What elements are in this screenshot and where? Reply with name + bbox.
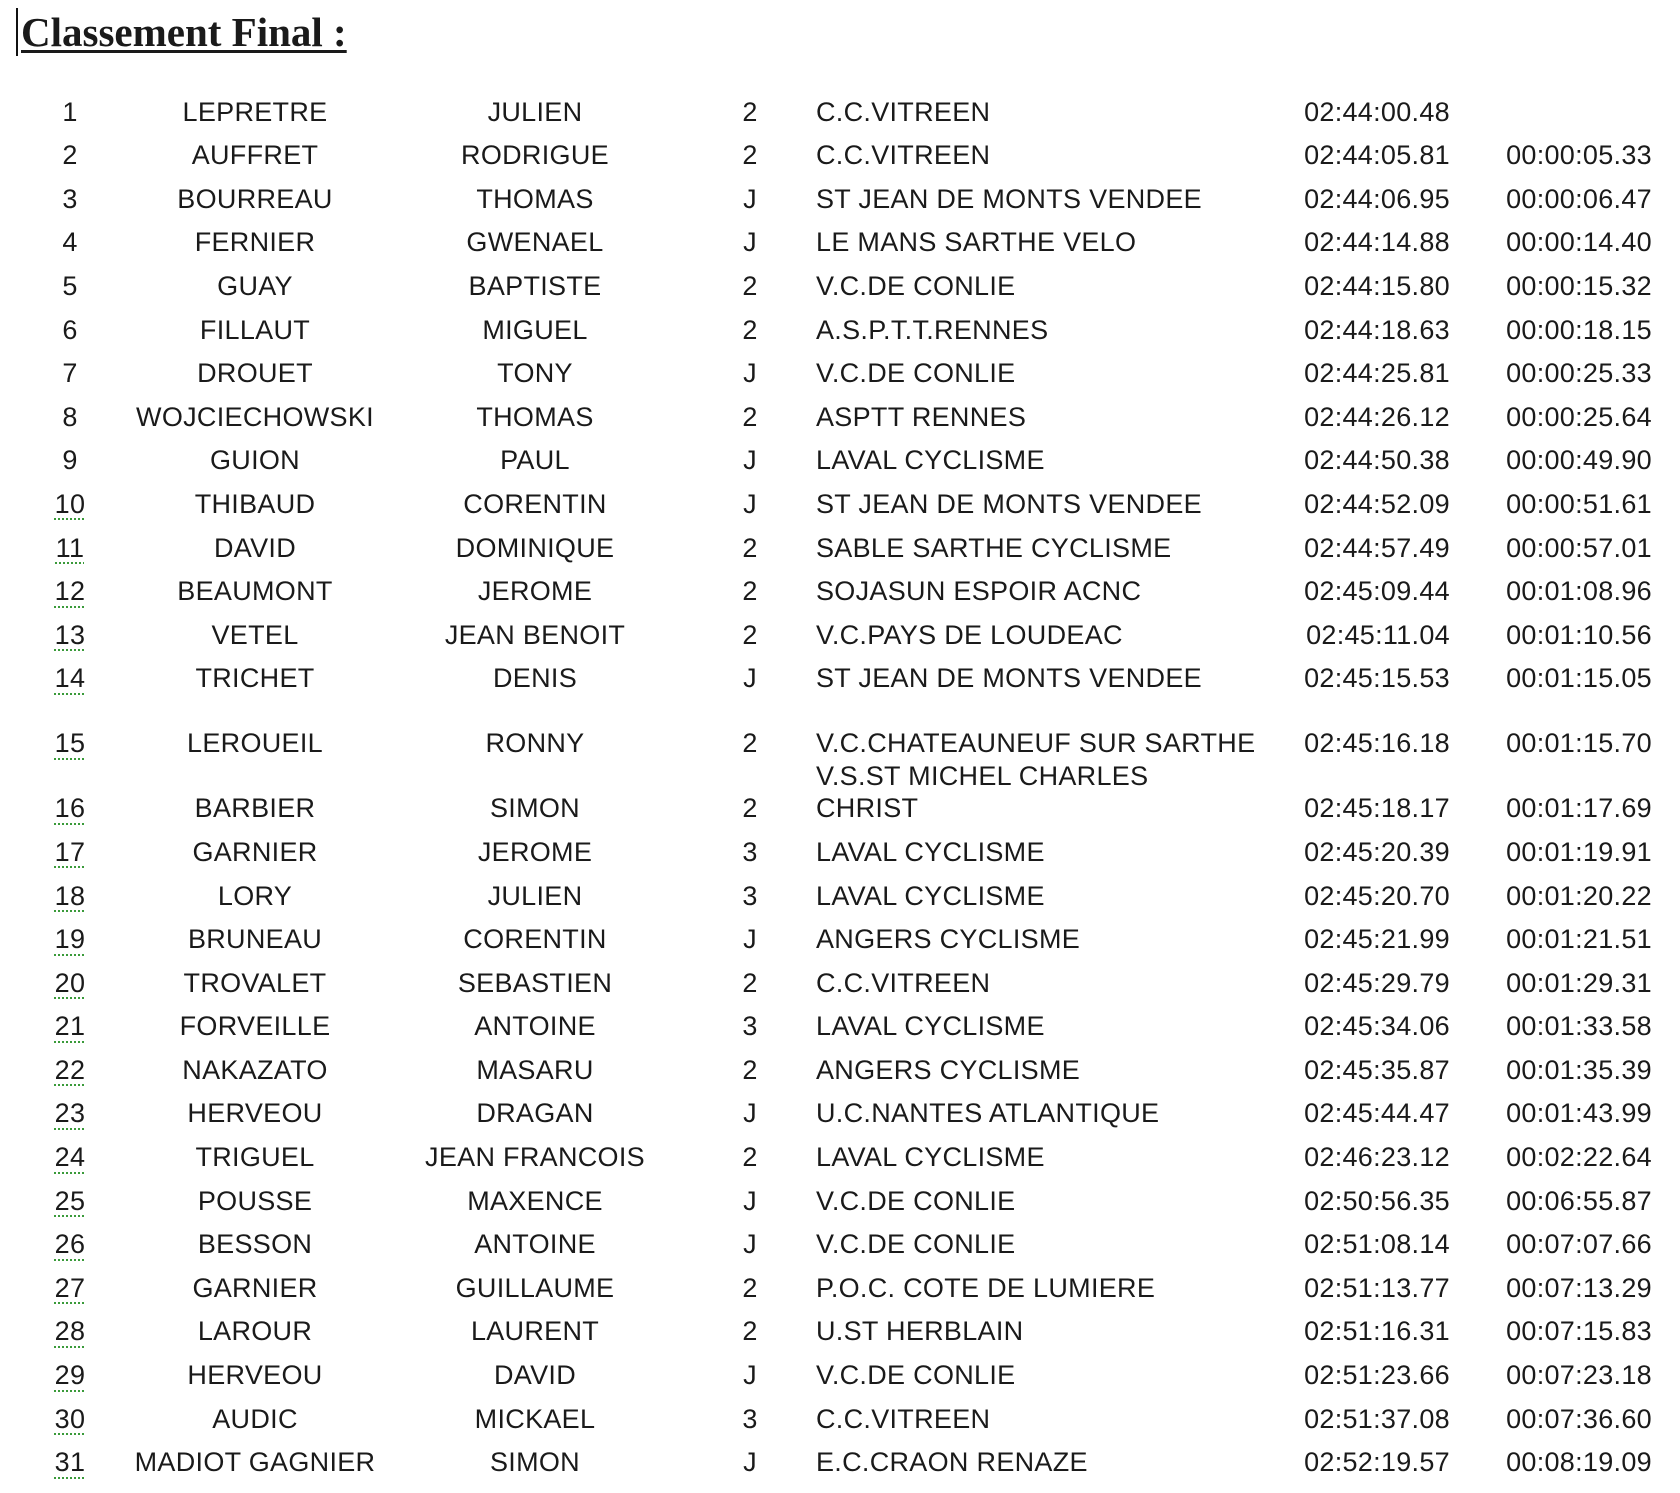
rank-cell: 1 <box>62 96 78 127</box>
nom-cell: VETEL <box>211 619 299 650</box>
time-cell: 02:44:26.12 <box>1304 401 1450 432</box>
time-cell: 02:51:37.08 <box>1304 1403 1450 1434</box>
rank-cell: 16 <box>54 793 86 824</box>
time-cell: 02:44:52.09 <box>1304 488 1450 519</box>
result-row <box>0 698 1680 763</box>
prenom-cell: SEBASTIEN <box>457 967 613 998</box>
nom-cell: BEAUMONT <box>177 576 333 607</box>
prenom-cell: MAXENCE <box>467 1185 603 1216</box>
nom-cell: DROUET <box>197 358 313 389</box>
club-cell: C.C.VITREEN <box>816 96 991 127</box>
time-cell: 02:44:25.81 <box>1304 358 1450 389</box>
gap-cell: 00:01:43.99 <box>1506 1098 1652 1129</box>
rank-cell: 6 <box>62 314 78 345</box>
time-cell: 02:44:57.49 <box>1304 532 1450 563</box>
result-row <box>0 480 1680 524</box>
time-cell: 02:45:20.70 <box>1304 880 1450 911</box>
time-cell: 02:44:15.80 <box>1304 270 1450 301</box>
time-cell: 02:51:13.77 <box>1304 1272 1450 1303</box>
nom-cell: THIBAUD <box>194 488 316 519</box>
club-cell: V.C.DE CONLIE <box>816 1360 1016 1391</box>
result-row <box>0 1439 1680 1483</box>
rank-cell: 4 <box>62 227 78 258</box>
time-cell: 02:51:16.31 <box>1304 1316 1450 1347</box>
nom-cell: FORVEILLE <box>179 1011 331 1042</box>
time-cell: 02:45:21.99 <box>1304 924 1450 955</box>
gap-cell: 00:07:15.83 <box>1506 1316 1652 1347</box>
rank-cell: 23 <box>54 1098 86 1129</box>
gap-cell: 00:00:18.15 <box>1506 314 1652 345</box>
prenom-cell: PAUL <box>500 445 570 476</box>
rank-cell: 25 <box>54 1185 86 1216</box>
result-row <box>0 132 1680 176</box>
time-cell: 02:44:18.63 <box>1304 314 1450 345</box>
time-cell: 02:45:09.44 <box>1304 576 1450 607</box>
rank-cell: 12 <box>54 576 86 607</box>
club-cell: C.C.VITREEN <box>816 140 991 171</box>
prenom-cell: ANTOINE <box>474 1011 596 1042</box>
time-cell: 02:50:56.35 <box>1304 1185 1450 1216</box>
prenom-cell: DOMINIQUE <box>455 532 615 563</box>
nom-cell: GUION <box>209 445 300 476</box>
result-row <box>0 262 1680 306</box>
category-cell: 2 <box>742 532 758 563</box>
rank-cell: 27 <box>54 1272 86 1303</box>
category-cell: 2 <box>742 270 758 301</box>
time-cell: 02:51:08.14 <box>1304 1229 1450 1260</box>
club-cell: SOJASUN ESPOIR ACNC <box>816 576 1142 607</box>
club-cell: LAVAL CYCLISME <box>816 1142 1045 1173</box>
time-cell: 02:51:23.66 <box>1304 1360 1450 1391</box>
rank-cell: 15 <box>54 728 86 759</box>
time-cell: 02:44:06.95 <box>1304 183 1450 214</box>
rank-cell: 20 <box>54 967 86 998</box>
gap-cell: 00:00:57.01 <box>1506 532 1652 563</box>
time-cell: 02:45:16.18 <box>1304 728 1450 759</box>
club-cell: A.S.P.T.T.RENNES <box>816 314 1049 345</box>
gap-cell: 00:00:06.47 <box>1506 183 1652 214</box>
prenom-cell: CORENTIN <box>463 488 607 519</box>
club-cell: V.C.CHATEAUNEUF SUR SARTHE <box>816 728 1256 759</box>
page-title: Classement Final : <box>16 8 347 56</box>
category-cell: 2 <box>742 793 758 824</box>
gap-cell: 00:07:13.29 <box>1506 1272 1652 1303</box>
rank-cell: 2 <box>62 140 78 171</box>
club-cell: LE MANS SARTHE VELO <box>816 227 1137 258</box>
gap-cell: 00:01:35.39 <box>1506 1054 1652 1085</box>
category-cell: 3 <box>742 836 758 867</box>
prenom-cell: SIMON <box>489 1447 580 1478</box>
gap-cell: 00:00:05.33 <box>1506 140 1652 171</box>
category-cell: 2 <box>742 96 758 127</box>
prenom-cell: MIGUEL <box>482 314 588 345</box>
time-cell: 02:45:34.06 <box>1304 1011 1450 1042</box>
rank-cell: 17 <box>54 836 86 867</box>
category-cell: J <box>743 358 757 389</box>
result-row <box>0 655 1680 699</box>
gap-cell: 00:01:20.22 <box>1506 880 1652 911</box>
result-row <box>0 1133 1680 1177</box>
gap-cell: 00:06:55.87 <box>1506 1185 1652 1216</box>
time-cell: 02:44:00.48 <box>1304 96 1450 127</box>
category-cell: 2 <box>742 401 758 432</box>
nom-cell: BESSON <box>197 1229 313 1260</box>
prenom-cell: DAVID <box>493 1360 576 1391</box>
nom-cell: HERVEOU <box>187 1360 323 1391</box>
category-cell: 3 <box>742 880 758 911</box>
result-row <box>0 1046 1680 1090</box>
category-cell: J <box>743 924 757 955</box>
rank-cell: 10 <box>54 488 86 519</box>
time-cell: 02:45:18.17 <box>1304 793 1450 824</box>
nom-cell: GARNIER <box>192 1272 318 1303</box>
gap-cell: 00:01:15.05 <box>1506 663 1652 694</box>
nom-cell: BOURREAU <box>177 183 333 214</box>
gap-cell: 00:01:10.56 <box>1506 619 1652 650</box>
prenom-cell: CORENTIN <box>463 924 607 955</box>
result-row <box>0 1177 1680 1221</box>
club-cell: LAVAL CYCLISME <box>816 445 1045 476</box>
rank-cell: 3 <box>62 183 78 214</box>
rank-cell: 24 <box>54 1142 86 1173</box>
prenom-cell: DENIS <box>492 663 578 694</box>
rank-cell: 22 <box>54 1054 86 1085</box>
club-cell: V.C.DE CONLIE <box>816 1185 1016 1216</box>
time-cell: 02:45:29.79 <box>1304 967 1450 998</box>
category-cell: 2 <box>742 1316 758 1347</box>
nom-cell: LAROUR <box>197 1316 313 1347</box>
prenom-cell: MICKAEL <box>474 1403 596 1434</box>
prenom-cell: LAURENT <box>470 1316 600 1347</box>
time-cell: 02:45:44.47 <box>1304 1098 1450 1129</box>
time-cell: 02:44:05.81 <box>1304 140 1450 171</box>
category-cell: J <box>743 183 757 214</box>
time-cell: 02:46:23.12 <box>1304 1142 1450 1173</box>
time-cell: 02:52:19.57 <box>1304 1447 1450 1478</box>
club-cell: ST JEAN DE MONTS VENDEE <box>816 488 1202 519</box>
gap-cell: 00:00:25.64 <box>1506 401 1652 432</box>
club-cell: ANGERS CYCLISME <box>816 1054 1081 1085</box>
prenom-cell: BAPTISTE <box>468 270 602 301</box>
category-cell: J <box>743 1185 757 1216</box>
category-cell: 2 <box>742 1054 758 1085</box>
nom-cell: HERVEOU <box>187 1098 323 1129</box>
prenom-cell: DRAGAN <box>476 1098 594 1129</box>
gap-cell: 00:02:22.64 <box>1506 1142 1652 1173</box>
result-row <box>0 1264 1680 1308</box>
nom-cell: LEROUEIL <box>187 728 323 759</box>
category-cell: J <box>743 1098 757 1129</box>
gap-cell: 00:07:36.60 <box>1506 1403 1652 1434</box>
category-cell: 2 <box>742 1272 758 1303</box>
rank-cell: 7 <box>62 358 78 389</box>
category-cell: J <box>743 1447 757 1478</box>
nom-cell: WOJCIECHOWSKI <box>136 401 374 432</box>
result-row <box>0 175 1680 219</box>
rank-cell: 30 <box>54 1403 86 1434</box>
result-row <box>0 1351 1680 1395</box>
gap-cell: 00:01:15.70 <box>1506 728 1652 759</box>
prenom-cell: JEROME <box>477 836 593 867</box>
club-cell: V.C.DE CONLIE <box>816 1229 1016 1260</box>
nom-cell: DAVID <box>213 532 296 563</box>
category-cell: J <box>743 227 757 258</box>
rank-cell: 19 <box>54 924 86 955</box>
club-cell: U.C.NANTES ATLANTIQUE <box>816 1098 1160 1129</box>
result-row <box>0 828 1680 872</box>
category-cell: 2 <box>742 967 758 998</box>
prenom-cell: SIMON <box>489 793 580 824</box>
gap-cell: 00:01:19.91 <box>1506 836 1652 867</box>
rank-cell: 28 <box>54 1316 86 1347</box>
nom-cell: TRIGUEL <box>195 1142 315 1173</box>
rank-cell: 26 <box>54 1229 86 1260</box>
result-row <box>0 437 1680 481</box>
category-cell: J <box>743 1360 757 1391</box>
prenom-cell: JULIEN <box>487 880 583 911</box>
club-cell: LAVAL CYCLISME <box>816 1011 1045 1042</box>
category-cell: J <box>743 1229 757 1260</box>
rank-cell: 18 <box>54 880 86 911</box>
club-cell: V.C.DE CONLIE <box>816 358 1016 389</box>
time-cell: 02:44:50.38 <box>1304 445 1450 476</box>
rank-cell: 13 <box>54 619 86 650</box>
gap-cell: 00:01:33.58 <box>1506 1011 1652 1042</box>
club-cell: LAVAL CYCLISME <box>816 836 1045 867</box>
result-row <box>0 1003 1680 1047</box>
prenom-cell: ANTOINE <box>474 1229 596 1260</box>
result-row <box>0 1090 1680 1134</box>
gap-cell: 00:00:15.32 <box>1506 270 1652 301</box>
prenom-cell: THOMAS <box>476 401 594 432</box>
prenom-cell: JEAN FRANCOIS <box>425 1142 645 1173</box>
club-cell: V.C.DE CONLIE <box>816 270 1016 301</box>
category-cell: 2 <box>742 1142 758 1173</box>
club-cell: P.O.C. COTE DE LUMIERE <box>816 1272 1156 1303</box>
prenom-cell: JEROME <box>477 576 593 607</box>
result-row <box>0 1221 1680 1265</box>
gap-cell: 00:00:14.40 <box>1506 227 1652 258</box>
result-row <box>0 350 1680 394</box>
time-cell: 02:45:35.87 <box>1304 1054 1450 1085</box>
result-row <box>0 916 1680 960</box>
nom-cell: GARNIER <box>192 836 318 867</box>
rank-cell: 5 <box>62 270 78 301</box>
club-cell: ST JEAN DE MONTS VENDEE <box>816 183 1202 214</box>
prenom-cell: TONY <box>497 358 573 389</box>
category-cell: J <box>743 488 757 519</box>
club-cell: SABLE SARTHE CYCLISME <box>816 532 1172 563</box>
gap-cell: 00:01:29.31 <box>1506 967 1652 998</box>
gap-cell: 00:00:51.61 <box>1506 488 1652 519</box>
club-cell: C.C.VITREEN <box>816 967 991 998</box>
category-cell: 2 <box>742 140 758 171</box>
result-row <box>0 1395 1680 1439</box>
rank-cell: 21 <box>54 1011 86 1042</box>
nom-cell: BRUNEAU <box>187 924 323 955</box>
result-row <box>0 219 1680 263</box>
nom-cell: TROVALET <box>183 967 327 998</box>
gap-cell: 00:00:49.90 <box>1506 445 1652 476</box>
club-cell: ANGERS CYCLISME <box>816 924 1081 955</box>
time-cell: 02:45:20.39 <box>1304 836 1450 867</box>
category-cell: J <box>743 445 757 476</box>
nom-cell: POUSSE <box>197 1185 313 1216</box>
prenom-cell: GWENAEL <box>466 227 604 258</box>
nom-cell: LEPRETRE <box>182 96 328 127</box>
gap-cell: 00:01:08.96 <box>1506 576 1652 607</box>
club-cell: C.C.VITREEN <box>816 1403 991 1434</box>
result-row <box>0 568 1680 612</box>
gap-cell: 00:08:19.09 <box>1506 1447 1652 1478</box>
time-cell: 02:45:15.53 <box>1304 663 1450 694</box>
prenom-cell: GUILLAUME <box>455 1272 615 1303</box>
club-cell: V.C.PAYS DE LOUDEAC <box>816 619 1123 650</box>
gap-cell: 00:01:21.51 <box>1506 924 1652 955</box>
gap-cell: 00:07:23.18 <box>1506 1360 1652 1391</box>
prenom-cell: THOMAS <box>476 183 594 214</box>
prenom-cell: RONNY <box>485 728 585 759</box>
category-cell: 3 <box>742 1403 758 1434</box>
nom-cell: TRICHET <box>195 663 315 694</box>
category-cell: J <box>743 663 757 694</box>
gap-cell: 00:01:17.69 <box>1506 793 1652 824</box>
prenom-cell: RODRIGUE <box>461 140 609 171</box>
result-row <box>0 306 1680 350</box>
nom-cell: FILLAUT <box>199 314 311 345</box>
club-cell: ASPTT RENNES <box>816 401 1027 432</box>
club-cell: E.C.CRAON RENAZE <box>816 1447 1088 1478</box>
nom-cell: AUDIC <box>212 1403 298 1434</box>
prenom-cell: JULIEN <box>487 96 583 127</box>
nom-cell: GUAY <box>217 270 293 301</box>
rank-cell: 8 <box>62 401 78 432</box>
club-cell: V.S.ST MICHEL CHARLES CHRIST <box>816 761 1149 824</box>
result-row <box>0 88 1680 132</box>
gap-cell: 00:07:07.66 <box>1506 1229 1652 1260</box>
rank-cell: 31 <box>54 1447 86 1478</box>
nom-cell: MADIOT GAGNIER <box>134 1447 376 1478</box>
club-cell: LAVAL CYCLISME <box>816 880 1045 911</box>
nom-cell: NAKAZATO <box>182 1054 328 1085</box>
result-row <box>0 763 1680 828</box>
result-row <box>0 959 1680 1003</box>
category-cell: 2 <box>742 728 758 759</box>
gap-cell: 00:00:25.33 <box>1506 358 1652 389</box>
result-row <box>0 872 1680 916</box>
nom-cell: AUFFRET <box>191 140 319 171</box>
rank-cell: 14 <box>54 663 86 694</box>
rank-cell: 9 <box>62 445 78 476</box>
nom-cell: FERNIER <box>194 227 316 258</box>
prenom-cell: JEAN BENOIT <box>444 619 626 650</box>
time-cell: 02:45:11.04 <box>1306 619 1450 650</box>
result-row <box>0 393 1680 437</box>
results-table <box>0 88 1680 1482</box>
time-cell: 02:44:14.88 <box>1304 227 1450 258</box>
category-cell: 2 <box>742 314 758 345</box>
nom-cell: BARBIER <box>194 793 316 824</box>
club-cell: ST JEAN DE MONTS VENDEE <box>816 663 1202 694</box>
category-cell: 2 <box>742 576 758 607</box>
rank-cell: 11 <box>55 532 85 563</box>
rank-cell: 29 <box>54 1360 86 1391</box>
result-row <box>0 1308 1680 1352</box>
prenom-cell: MASARU <box>476 1054 594 1085</box>
category-cell: 3 <box>742 1011 758 1042</box>
result-row <box>0 524 1680 568</box>
category-cell: 2 <box>742 619 758 650</box>
club-cell: U.ST HERBLAIN <box>816 1316 1024 1347</box>
nom-cell: LORY <box>217 880 293 911</box>
result-row <box>0 611 1680 655</box>
